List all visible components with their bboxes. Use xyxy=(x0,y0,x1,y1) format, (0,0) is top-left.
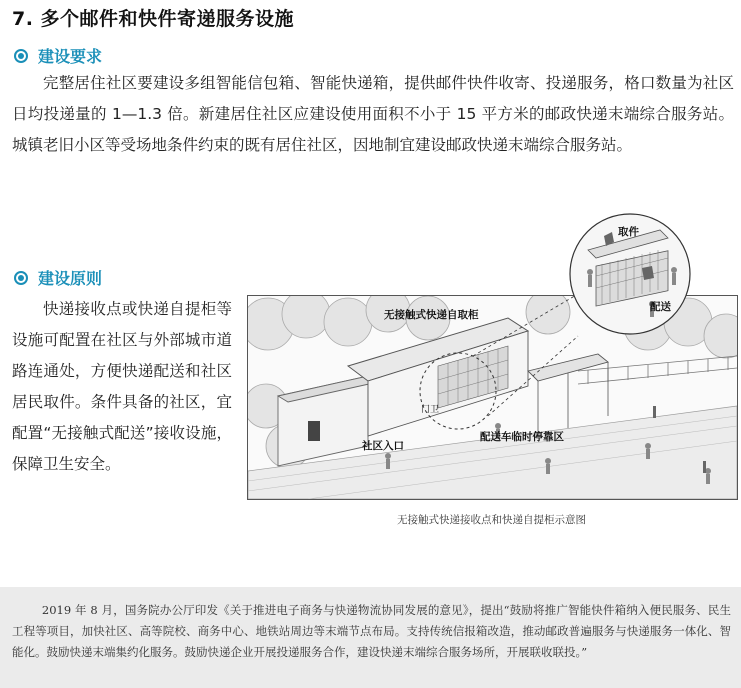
parking-label: 配送车临时停靠区 xyxy=(480,431,564,443)
delivery-arrow-icon xyxy=(642,266,654,280)
requirements-paragraph: 完整居住社区要建设多组智能信包箱、智能快递箱，提供邮件快件收寄、投递服务，格口数量为社区日均投递量的 1—1.3 倍。新建居住社区应建设使用面积不小于 15 平方米的邮政快递末端综合服务站。城镇老旧小区等受场地条件约束的既有居住社区，因地制宜建设邮政快递末端综合服务站。 xyxy=(12,74,734,154)
entrance-label: 社区入口 xyxy=(362,440,404,452)
gate-label: 门卫 xyxy=(421,405,440,415)
magnified-inset xyxy=(568,212,692,336)
section-heading-principles xyxy=(14,266,102,289)
section-heading-requirements xyxy=(14,44,102,67)
pickup-label: 取件 xyxy=(618,226,639,238)
section-title: 建设要求 xyxy=(38,47,103,66)
bullet-icon xyxy=(14,49,28,63)
locker-label: 无接触式快递自取柜 xyxy=(384,309,479,321)
figure-caption: 无接触式快递接收点和快递自提柜示意图 xyxy=(397,514,586,526)
page-title: 7. 多个邮件和快件寄递服务设施 xyxy=(12,8,295,30)
policy-quote: 2019 年 8 月，国务院办公厅印发《关于推进电子商务与快递物流协同发展的意见》，提出“鼓励将推广智能快件箱纳入便民服务、民生工程等项目，加快社区、高等院校、商务中心、地铁站周边等末端节点布局。支持传统信报箱改造，推动邮政普遍服务与快递服务一体化、智能化。鼓励快递末端集约化服务。鼓励快递企业开展投递服务合作，建设快递末端综合服务场所，开展联收联投。” xyxy=(12,603,731,659)
bullet-icon xyxy=(14,271,28,285)
principles-paragraph: 快递接收点或快递自提柜等设施可配置在社区与外部城市道路连通处，方便快递配送和社区居民取件。条件具备的社区，宜配置“无接触式配送”接收设施，保障卫生安全。 xyxy=(12,300,232,473)
delivery-label: 配送 xyxy=(650,301,671,313)
section-title: 建设原则 xyxy=(38,269,103,288)
